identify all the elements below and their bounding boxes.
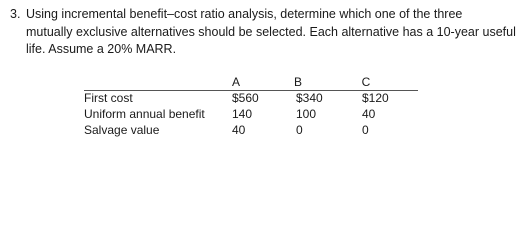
column-header-a: A <box>231 75 240 89</box>
cell-value: 40 <box>362 107 376 121</box>
column-header-c: C <box>361 75 371 89</box>
problem-number: 3. <box>10 7 21 21</box>
column-header-b: B <box>293 75 302 89</box>
cell-value: $340 <box>296 91 323 105</box>
problem-text <box>26 6 520 59</box>
row-label: Uniform annual benefit <box>84 107 205 121</box>
problem-line: mutually exclusive alternatives should be selected. Each alternative has a 10-year useful <box>26 24 516 39</box>
cell-value: 100 <box>296 107 317 121</box>
cell-value: 40 <box>232 123 246 137</box>
cell-value: 0 <box>362 123 369 137</box>
row-label: First cost <box>84 91 133 105</box>
cell-value: $120 <box>362 91 389 105</box>
cell-value: $560 <box>232 91 259 105</box>
cell-value: 140 <box>232 107 253 121</box>
problem-line: life. Assume a 20% MARR. <box>26 42 177 56</box>
problem-line: Using incremental benefit–cost ratio analysis, determine which one of the three <box>26 7 463 21</box>
cell-value: 0 <box>296 123 303 137</box>
row-label: Salvage value <box>84 123 160 137</box>
